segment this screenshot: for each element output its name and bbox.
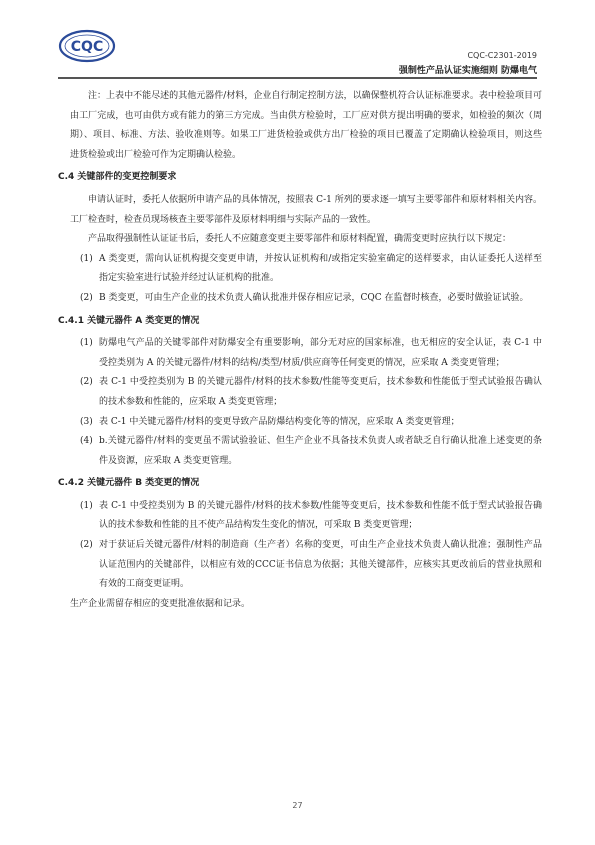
item-text: A 类变更，需向认证机构提交变更申请，并按认证机构和/或指定实验室确定的送样要求，由认证委托人送样至指定实验室进行试验并经过认证机构的批准。 xyxy=(99,253,542,284)
cqc-logo xyxy=(58,26,116,66)
document-title: 强制性产品认证实施细则 防爆电气 xyxy=(398,66,537,76)
list-item xyxy=(70,413,542,433)
list-item xyxy=(70,373,542,412)
paragraph: 申请认证时，委托人依据所申请产品的具体情况，按照表 C-1 所列的要求逐一填写主要零部件和原材料相关内容。工厂检查时，检查员现场核查主要零部件及原材料明细与实际产品的一致性。 xyxy=(70,194,542,225)
list-item xyxy=(70,497,542,536)
item-text: 防爆电气产品的关键零部件对防爆安全有重要影响，部分无对应的国家标准，也无相应的安全认证，表 C-1 中受控类别为 A 的关键元器件/材料的结构/类型/材质/供应商等任何变更的情况，应采取 A 类变更管理； xyxy=(99,338,542,368)
section-heading-c4: C.4 关键部件的变更控制要求 xyxy=(58,172,177,183)
section-heading-c42: C.4.2 关键元器件 B 类变更的情况 xyxy=(58,478,200,489)
header-divider xyxy=(58,77,537,79)
item-number: (1) xyxy=(80,338,93,349)
paragraph: 产品取得强制性认证证书后，委托人不应随意变更主要零部件和原材料配置，确需变更时应执行以下规定： xyxy=(88,234,512,245)
list-item xyxy=(70,289,542,309)
list-item xyxy=(70,250,542,289)
page-number: 27 xyxy=(292,801,303,810)
closing-paragraph: 生产企业需留存相应的变更批准依据和记录。 xyxy=(70,598,251,609)
logo-text: CQC xyxy=(70,39,104,55)
item-text: b.关键元器件/材料的变更虽不需试验验证、但生产企业不具备技术负责人或者缺乏自行确认批准上述变更的条件及资源，应采取 A 类变更管理。 xyxy=(99,436,542,466)
document-code: CQC-C2301-2019 xyxy=(467,51,537,60)
item-number: (2) xyxy=(80,377,93,388)
page-body xyxy=(58,87,542,614)
item-number: (2) xyxy=(80,540,93,551)
item-number: (1) xyxy=(80,500,93,511)
list-item xyxy=(70,432,542,471)
item-text: 对于获证后关键元器件/材料的制造商（生产者）名称的变更，可由生产企业技术负责人确认批准；强制性产品认证范围内的关键部件，以相应有效的CCC证书信息为依据；其他关键部件，应核实其更改前后的营业执照和有效的工商变更证明。 xyxy=(99,540,542,590)
section-heading-c41: C.4.1 关键元器件 A 类变更的情况 xyxy=(58,315,200,326)
item-text: 表 C-1 中关键元器件/材料的变更导致产品防爆结构变化等的情况，应采取 A 类变更管理； xyxy=(99,416,460,427)
list-item xyxy=(70,536,542,595)
item-text: B 类变更，可由生产企业的技术负责人确认批准并保存相应记录，CQC 在监督时核查，必要时做验证试验。 xyxy=(99,292,529,303)
item-number: (2) xyxy=(80,292,93,303)
item-number: (1) xyxy=(80,253,93,264)
item-text: 表 C-1 中受控类别为 B 的关键元器件/材料的技术参数/性能等变更后，技术参数和性能低于型式试验报告确认的技术参数和性能的，应采取 A 类变更管理； xyxy=(99,377,542,407)
item-number: (3) xyxy=(80,416,93,427)
list-item xyxy=(70,334,542,373)
item-number: (4) xyxy=(80,436,93,447)
item-text: 表 C-1 中受控类别为 B 的关键元器件/材料的技术参数/性能等变更后，技术参数和性能不低于型式试验报告确认的技术参数和性能的且不使产品结构发生变化的情况，可采取 B 类变更管理； xyxy=(99,500,542,531)
table-note: 注：上表中不能尽述的其他元器件/材料，企业自行制定控制方法，以确保整机符合认证标准要求。表中检验项目可由工厂完成，也可由供方或有能力的第三方完成。当由供方检验时，工厂应对供方提出明确的要求，如检验的频次（周期）、项目、标准、方法、验收准则等。如果工厂进货检验或供方出厂检验的项目已覆盖了定期确认检验项目，则这些进货检验或出厂检验可作为定期确认检验。 xyxy=(70,91,542,160)
